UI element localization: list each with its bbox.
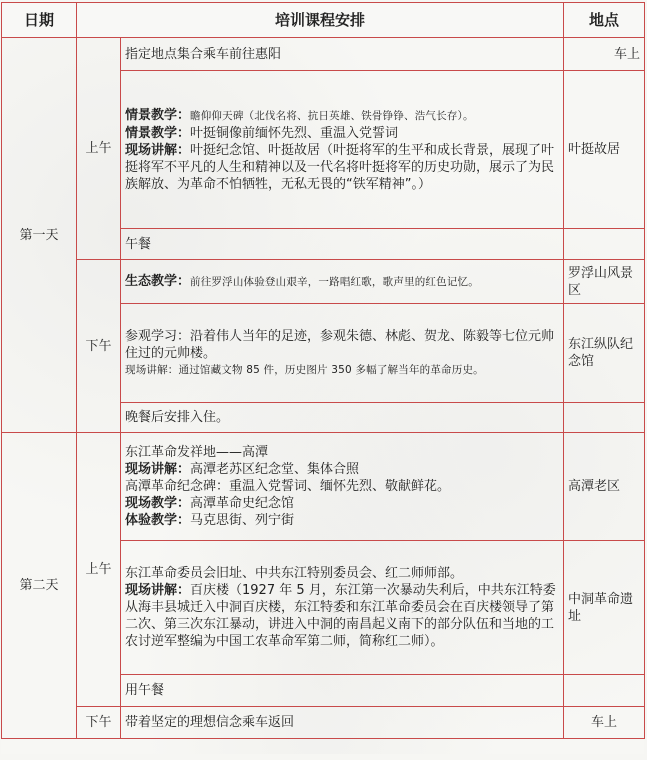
text: 高潭革命史纪念馆 [190,496,295,511]
table-row [2,707,645,739]
day2-am-row2-content [121,541,564,675]
empty-cell [564,403,645,433]
table-row [2,433,645,541]
day1-pm-row1-location: 罗浮山风景区 [564,260,645,304]
label-bold: 体验教学： [125,513,191,528]
day2-am-row1-content [121,433,564,541]
label-bold: 情景教学： [125,125,191,141]
text: 叶挺铜像前缅怀先烈、重温入党誓词 [190,125,399,141]
header-date: 日期 [2,3,77,38]
day2-am-row3-text: 用午餐 [121,675,564,707]
label-bold: 情景教学： [125,107,191,123]
label-bold: 生态教学： [125,273,191,289]
empty-cell [564,675,645,707]
label-bold: 现场教学： [125,496,191,511]
header-location: 地点 [564,3,645,38]
header-course: 培训课程安排 [77,3,564,38]
text: 参观学习：沿着伟人当年的足迹，参观朱德、林彪、贺龙、陈毅等七位元帅住过的元帅楼。 [125,328,555,361]
day1-pm-row3-text: 晚餐后安排入住。 [121,403,564,433]
table-row [2,38,645,71]
day2-morning-label: 上午 [77,433,121,707]
text: 现场讲解：通过馆藏文物 85 件，历史图片 350 多幅了解当年的革命历史。 [125,363,484,376]
text: 叶挺纪念馆、叶挺故居（叶挺将军的生平和成长背景，展现了叶挺将军不平凡的人生和精神以及一代名将叶挺将军的历史功勋，展示了为民族解放、为革命不怕牺牲，无私无畏的“铁军精神”。） [125,142,555,192]
text: 前往罗浮山体验登山艰辛，一路唱红歌，歌声里的红色记忆。 [190,275,479,288]
text: 马克思街、列宁街 [190,513,295,528]
day1-am-row2-content [121,71,564,229]
text: 高潭革命纪念碑：重温入党誓词、缅怀先烈、敬献鲜花。 [125,479,451,494]
table-row [2,260,645,304]
day2-afternoon-label: 下午 [77,707,121,739]
day1-am-row3-text: 午餐 [121,229,564,260]
day1-pm-row1-content [121,260,564,304]
day1-pm-row2-location: 东江纵队纪念馆 [564,304,645,403]
text: 东江革命发祥地——高潭 [125,445,269,460]
day2-pm-row1-location: 车上 [564,707,645,739]
day1-am-row1-text: 指定地点集合乘车前往惠阳 [121,38,564,71]
day2-am-row1-location: 高潭老区 [564,433,645,541]
day2-am-row2-location: 中洞革命遗址 [564,541,645,675]
day1-pm-row2-content [121,304,564,403]
empty-cell [564,229,645,260]
day2-pm-row1-text: 带着坚定的理想信念乘车返回 [121,707,564,739]
text: 瞻仰仰天碑（北伐名将、抗日英雄、铁骨铮铮、浩气长存）。 [190,109,474,122]
day2-label: 第二天 [2,433,77,739]
text: 东江革命委员会旧址、中共东江特别委员会、红二师师部。 [125,566,464,581]
day1-am-row2-location: 叶挺故居 [564,71,645,229]
label-bold: 现场讲解： [125,462,191,477]
label-bold: 现场讲解： [125,142,191,158]
text: 高潭老苏区纪念堂、集体合照 [190,462,360,477]
day1-morning-label: 上午 [77,38,121,260]
day1-afternoon-label: 下午 [77,260,121,433]
label-bold: 现场讲解： [125,583,191,598]
schedule-table [1,2,645,739]
text: 百庆楼（1927 年 5 月，东江第一次暴动失利后，中共东江特委从海丰县城迁入中洞百庆楼，东江特委和东江革命委员会在百庆楼领导了第二次、第三次东江暴动，讲进入中洞的南昌起义南下的部分队伍和当地的工农讨逆军整编为中国工农革命军第二师，简称红二师）。 [125,583,556,649]
header-row [2,3,645,38]
day1-label: 第一天 [2,38,77,433]
day1-am-row1-location: 车上 [564,38,645,71]
